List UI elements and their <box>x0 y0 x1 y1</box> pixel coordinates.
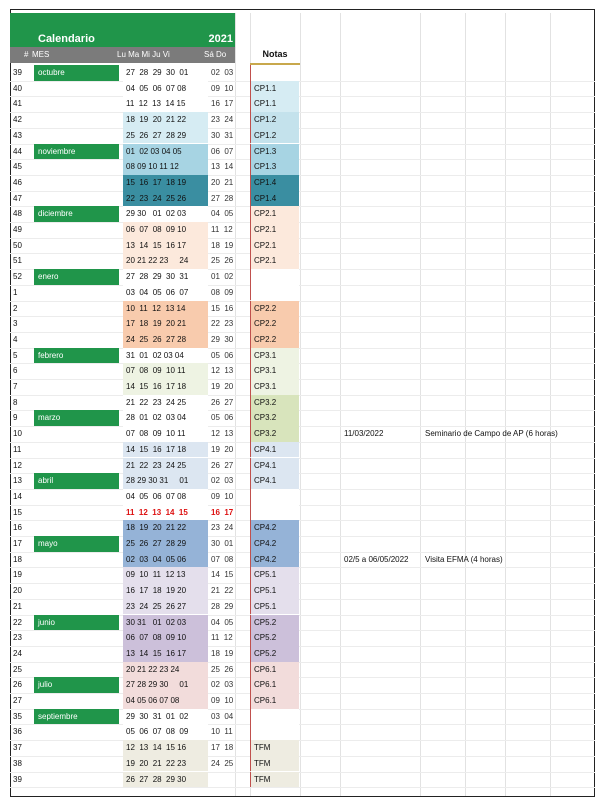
note-cell: CP2.1 <box>250 238 299 254</box>
weekend-dates: 03 04 <box>211 711 234 721</box>
note-cell <box>250 709 299 725</box>
week-number: 22 <box>13 617 22 627</box>
note-cell: TFM <box>250 772 299 788</box>
weekday-dates: 06 07 08 09 10 <box>123 630 208 646</box>
week-number: 12 <box>13 460 22 470</box>
weekend-dates: 13 14 <box>211 162 234 172</box>
week-number: 3 <box>13 319 18 329</box>
note-cell: CP3.1 <box>250 379 299 395</box>
weekday-dates: 15 16 17 18 19 <box>123 175 208 191</box>
calendar-row <box>10 740 595 756</box>
weekday-dates: 16 17 18 19 20 <box>123 583 208 599</box>
weekend-dates: 16 17 <box>211 99 234 109</box>
calendar-row <box>10 630 595 646</box>
week-number: 38 <box>13 758 22 768</box>
weekend-dates: 02 03 <box>211 680 234 690</box>
week-number: 4 <box>13 334 18 344</box>
calendar-row <box>10 348 595 364</box>
weekend-dates: 02 03 <box>211 476 234 486</box>
calendar-row <box>10 473 595 489</box>
note-cell: TFM <box>250 740 299 756</box>
week-number: 40 <box>13 83 22 93</box>
weekday-dates: 27 28 29 30 01 <box>123 677 208 693</box>
note-cell: CP1.1 <box>250 81 299 97</box>
week-number: 35 <box>13 711 22 721</box>
calendar-row <box>10 536 595 552</box>
weekday-dates: 28 29 30 31 01 <box>123 473 208 489</box>
note-cell: CP2.1 <box>250 206 299 222</box>
note-cell: CP3.2 <box>250 395 299 411</box>
week-number: 17 <box>13 539 22 548</box>
note-cell: CP3.2 <box>250 426 299 442</box>
weekday-dates: 08 09 10 11 12 <box>123 159 208 175</box>
calendar-row <box>10 693 595 709</box>
week-number: 9 <box>13 413 18 423</box>
weekday-dates: 07 08 09 10 11 <box>123 363 208 379</box>
weekend-dates: 26 27 <box>211 460 234 470</box>
weekend-dates: 05 06 <box>211 413 234 423</box>
calendar-row <box>10 316 595 332</box>
week-number: 18 <box>13 554 22 564</box>
weekday-dates: 04 05 06 07 08 <box>123 693 208 709</box>
note-cell <box>250 65 299 81</box>
note-cell: CP4.2 <box>250 536 299 552</box>
weekend-dates: 09 10 <box>211 83 234 93</box>
weekend-dates: 23 24 <box>211 523 234 533</box>
weekend-dates: 17 18 <box>211 743 234 753</box>
weekend-dates: 25 26 <box>211 664 234 674</box>
weekend-dates: 21 22 <box>211 586 234 596</box>
event-date: 02/5 a 06/05/2022 <box>344 554 409 564</box>
calendar-row <box>10 458 595 474</box>
weekday-dates: 25 26 27 28 29 <box>123 536 208 552</box>
weekday-dates: 24 25 26 27 28 <box>123 332 208 348</box>
weekday-dates: 07 08 09 10 11 <box>123 426 208 442</box>
week-number: 49 <box>13 225 22 234</box>
week-number: 42 <box>13 115 22 125</box>
calendar-row <box>10 238 595 254</box>
week-number: 7 <box>13 382 18 391</box>
week-number: 50 <box>13 240 22 250</box>
week-number: 13 <box>13 476 22 486</box>
weekend-dates: 28 29 <box>211 601 234 611</box>
note-cell <box>250 269 299 285</box>
note-cell: CP5.2 <box>250 646 299 662</box>
month-label: octubre <box>34 65 119 81</box>
calendar-row <box>10 395 595 411</box>
week-number: 24 <box>13 648 22 658</box>
note-cell: TFM <box>250 756 299 772</box>
calendar-row <box>10 379 595 395</box>
note-cell: CP2.1 <box>250 253 299 269</box>
weekend-dates: 23 24 <box>211 115 234 125</box>
weekday-dates: 04 05 06 07 08 <box>123 81 208 97</box>
month-label: mayo <box>34 536 119 552</box>
weekday-dates: 27 28 29 30 01 <box>123 65 208 81</box>
weekday-dates: 03 04 05 06 07 <box>123 285 208 301</box>
calendar-row <box>10 175 595 191</box>
calendar-row <box>10 489 595 505</box>
calendar-row <box>10 96 595 112</box>
month-label: enero <box>34 269 119 285</box>
note-cell: CP5.1 <box>250 583 299 599</box>
note-cell: CP6.1 <box>250 677 299 693</box>
calendar-row <box>10 583 595 599</box>
note-cell <box>250 724 299 740</box>
weekday-dates: 25 26 27 28 29 <box>123 128 208 144</box>
weekend-dates: 24 25 <box>211 758 234 768</box>
weekend-dates: 25 26 <box>211 256 234 266</box>
calendar-row <box>10 442 595 458</box>
note-cell: CP4.1 <box>250 458 299 474</box>
month-label: noviembre <box>34 144 119 160</box>
month-label: febrero <box>34 348 119 364</box>
calendar-row <box>10 159 595 175</box>
event-date: 11/03/2022 <box>344 429 384 439</box>
calendar-row <box>10 128 595 144</box>
weekend-dates: 09 10 <box>211 696 234 705</box>
week-number: 6 <box>13 366 18 376</box>
weekend-dates: 04 05 <box>211 209 234 219</box>
week-number: 46 <box>13 177 22 187</box>
weekday-dates: 20 21 22 23 24 <box>123 253 208 269</box>
weekday-dates: 13 14 15 16 17 <box>123 238 208 254</box>
weekday-dates: 09 10 11 12 13 <box>123 567 208 583</box>
weekday-dates: 06 07 08 09 10 <box>123 222 208 238</box>
calendar-row <box>10 426 595 442</box>
week-number: 5 <box>13 350 18 360</box>
month-label: septiembre <box>34 709 119 725</box>
note-cell: CP1.4 <box>250 191 299 207</box>
calendar-row <box>10 285 595 301</box>
calendar-row <box>10 363 595 379</box>
week-number: 21 <box>13 601 22 611</box>
weekday-dates: 20 21 22 23 24 <box>123 662 208 678</box>
month-label: julio <box>34 677 119 693</box>
weekday-dates: 18 19 20 21 22 <box>123 112 208 128</box>
weekend-dates: 22 23 <box>211 319 234 329</box>
note-cell: CP1.3 <box>250 144 299 160</box>
calendar-row <box>10 567 595 583</box>
week-number: 47 <box>13 193 22 203</box>
week-number: 44 <box>13 146 22 156</box>
calendar-year: 2021 <box>208 33 233 45</box>
note-cell: CP4.1 <box>250 442 299 458</box>
week-number: 19 <box>13 570 22 580</box>
note-cell: CP6.1 <box>250 693 299 709</box>
col-month-header: MES <box>32 50 50 59</box>
calendar-row <box>10 505 595 521</box>
calendar-row <box>10 410 595 426</box>
note-cell <box>250 489 299 505</box>
weekday-dates: 29 30 31 01 02 <box>123 709 208 725</box>
note-cell: CP6.1 <box>250 662 299 678</box>
week-number: 27 <box>13 696 22 705</box>
calendar-header <box>10 13 235 47</box>
weekend-dates: 27 28 <box>211 193 234 203</box>
weekend-dates: 06 07 <box>211 146 234 156</box>
calendar-row <box>10 724 595 740</box>
weekday-dates: 11 12 13 14 15 <box>123 505 208 521</box>
calendar-row <box>10 65 595 81</box>
calendar-row <box>10 662 595 678</box>
weekend-dates: 30 01 <box>211 539 234 548</box>
week-number: 8 <box>13 397 18 407</box>
weekday-dates: 14 15 16 17 18 <box>123 442 208 458</box>
weekend-dates: 14 15 <box>211 570 234 580</box>
note-cell: CP5.2 <box>250 630 299 646</box>
calendar-row <box>10 615 595 631</box>
note-cell: CP4.1 <box>250 473 299 489</box>
calendar-row <box>10 144 595 160</box>
weekday-dates: 12 13 14 15 16 <box>123 740 208 756</box>
weekday-dates: 26 27 28 29 30 <box>123 772 208 788</box>
note-cell: CP5.1 <box>250 567 299 583</box>
col-num-header: # <box>24 50 29 59</box>
weekend-dates: 11 12 <box>211 633 233 643</box>
calendar-row <box>10 709 595 725</box>
note-cell: CP1.2 <box>250 128 299 144</box>
calendar-row <box>10 253 595 269</box>
weekday-dates: 01 02 03 04 05 <box>123 144 208 160</box>
calendar-row <box>10 599 595 615</box>
col-weekdays-header: Lu Ma Mi Ju Vi <box>117 50 170 59</box>
note-cell: CP1.4 <box>250 175 299 191</box>
col-weekend-header: Sá Do <box>204 50 227 59</box>
week-number: 16 <box>13 523 22 533</box>
weekday-dates: 11 12 13 14 15 <box>123 96 208 112</box>
weekend-dates: 04 05 <box>211 617 234 627</box>
calendar-row <box>10 222 595 238</box>
week-number: 52 <box>13 272 22 282</box>
weekday-dates: 29 30 01 02 03 <box>123 206 208 222</box>
week-number: 11 <box>13 444 22 454</box>
month-label: abril <box>34 473 119 489</box>
weekday-dates: 14 15 16 17 18 <box>123 379 208 395</box>
weekday-dates: 18 19 20 21 22 <box>123 520 208 536</box>
weekday-dates: 17 18 19 20 21 <box>123 316 208 332</box>
calendar-row <box>10 206 595 222</box>
weekday-dates: 22 23 24 25 26 <box>123 191 208 207</box>
note-cell: CP3.1 <box>250 348 299 364</box>
weekday-dates: 31 01 02 03 04 <box>123 348 208 364</box>
calendar-title: Calendario <box>38 33 95 45</box>
weekend-dates: 15 16 <box>211 303 234 313</box>
calendar-row <box>10 552 595 568</box>
weekday-dates: 21 22 23 24 25 <box>123 395 208 411</box>
weekday-dates: 30 31 01 02 03 <box>123 615 208 631</box>
weekday-dates: 04 05 06 07 08 <box>123 489 208 505</box>
weekend-dates: 05 06 <box>211 350 234 360</box>
note-cell: CP5.1 <box>250 599 299 615</box>
month-label: diciembre <box>34 206 119 222</box>
calendar-row <box>10 81 595 97</box>
weekend-dates: 19 20 <box>211 382 234 391</box>
week-number: 41 <box>13 99 22 109</box>
weekend-dates: 30 31 <box>211 130 234 140</box>
month-label: marzo <box>34 410 119 426</box>
week-number: 25 <box>13 664 22 674</box>
note-cell: CP1.1 <box>250 96 299 112</box>
weekend-dates: 07 08 <box>211 554 234 564</box>
notes-header: Notas <box>262 49 288 59</box>
week-number: 36 <box>13 727 22 737</box>
week-number: 51 <box>13 256 22 266</box>
note-cell <box>250 285 299 301</box>
note-cell: CP2.1 <box>250 222 299 238</box>
week-number: 14 <box>13 491 22 501</box>
weekend-dates: 26 27 <box>211 397 234 407</box>
calendar-row <box>10 332 595 348</box>
week-number: 26 <box>13 680 22 690</box>
weekend-dates: 16 17 <box>211 507 234 517</box>
calendar-row <box>10 269 595 285</box>
calendar-row <box>10 112 595 128</box>
weekend-dates: 12 13 <box>211 429 234 439</box>
weekday-dates: 19 20 21 22 23 <box>123 756 208 772</box>
note-cell: CP1.3 <box>250 159 299 175</box>
note-cell: CP3.1 <box>250 363 299 379</box>
note-cell: CP4.2 <box>250 552 299 568</box>
event-description: Visita EFMA (4 horas) <box>425 554 503 564</box>
column-header-bar <box>10 47 235 63</box>
month-label: junio <box>34 615 119 631</box>
calendar-row <box>10 301 595 317</box>
weekend-dates: 09 10 <box>211 491 234 501</box>
weekend-dates: 02 03 <box>211 68 234 77</box>
week-number: 2 <box>13 303 18 313</box>
week-number: 20 <box>13 586 22 596</box>
weekday-dates: 13 14 15 16 17 <box>123 646 208 662</box>
calendar-row <box>10 677 595 693</box>
weekend-dates: 18 19 <box>211 240 234 250</box>
weekend-dates: 11 12 <box>211 225 233 234</box>
weekday-dates: 27 28 29 30 31 <box>123 269 208 285</box>
weekend-dates <box>208 772 245 788</box>
weekend-dates: 18 19 <box>211 648 234 658</box>
note-cell: CP5.2 <box>250 615 299 631</box>
note-cell: CP1.2 <box>250 112 299 128</box>
weekend-dates: 20 21 <box>211 177 234 187</box>
week-number: 39 <box>13 774 22 784</box>
weekday-dates: 10 11 12 13 14 <box>123 301 208 317</box>
week-number: 48 <box>13 209 22 219</box>
weekday-dates: 28 01 02 03 04 <box>123 410 208 426</box>
week-number: 45 <box>13 162 22 172</box>
note-cell: CP2.2 <box>250 332 299 348</box>
note-cell: CP4.2 <box>250 520 299 536</box>
week-number: 23 <box>13 633 22 643</box>
weekday-dates: 02 03 04 05 06 <box>123 552 208 568</box>
weekday-dates: 23 24 25 26 27 <box>123 599 208 615</box>
weekend-dates: 01 02 <box>211 272 234 282</box>
week-number: 15 <box>13 507 22 517</box>
event-description: Seminario de Campo de AP (6 horas) <box>425 429 558 439</box>
week-number: 43 <box>13 130 22 140</box>
weekday-dates: 21 22 23 24 25 <box>123 458 208 474</box>
calendar-row <box>10 520 595 536</box>
weekend-dates: 10 11 <box>211 727 233 737</box>
calendar-row <box>10 772 595 788</box>
week-number: 10 <box>13 429 22 439</box>
weekend-dates: 08 09 <box>211 287 234 297</box>
weekday-dates: 05 06 07 08 09 <box>123 724 208 740</box>
week-number: 1 <box>13 287 18 297</box>
note-cell: CP3.2 <box>250 410 299 426</box>
note-cell: CP2.2 <box>250 301 299 317</box>
calendar-row <box>10 646 595 662</box>
calendar-row <box>10 191 595 207</box>
week-number: 39 <box>13 68 22 77</box>
weekend-dates: 12 13 <box>211 366 234 376</box>
note-cell <box>250 505 299 521</box>
calendar-row <box>10 756 595 772</box>
weekend-dates: 29 30 <box>211 334 234 344</box>
note-cell: CP2.2 <box>250 316 299 332</box>
week-number: 37 <box>13 743 22 753</box>
weekend-dates: 19 20 <box>211 444 234 454</box>
grid-hline <box>10 787 595 788</box>
